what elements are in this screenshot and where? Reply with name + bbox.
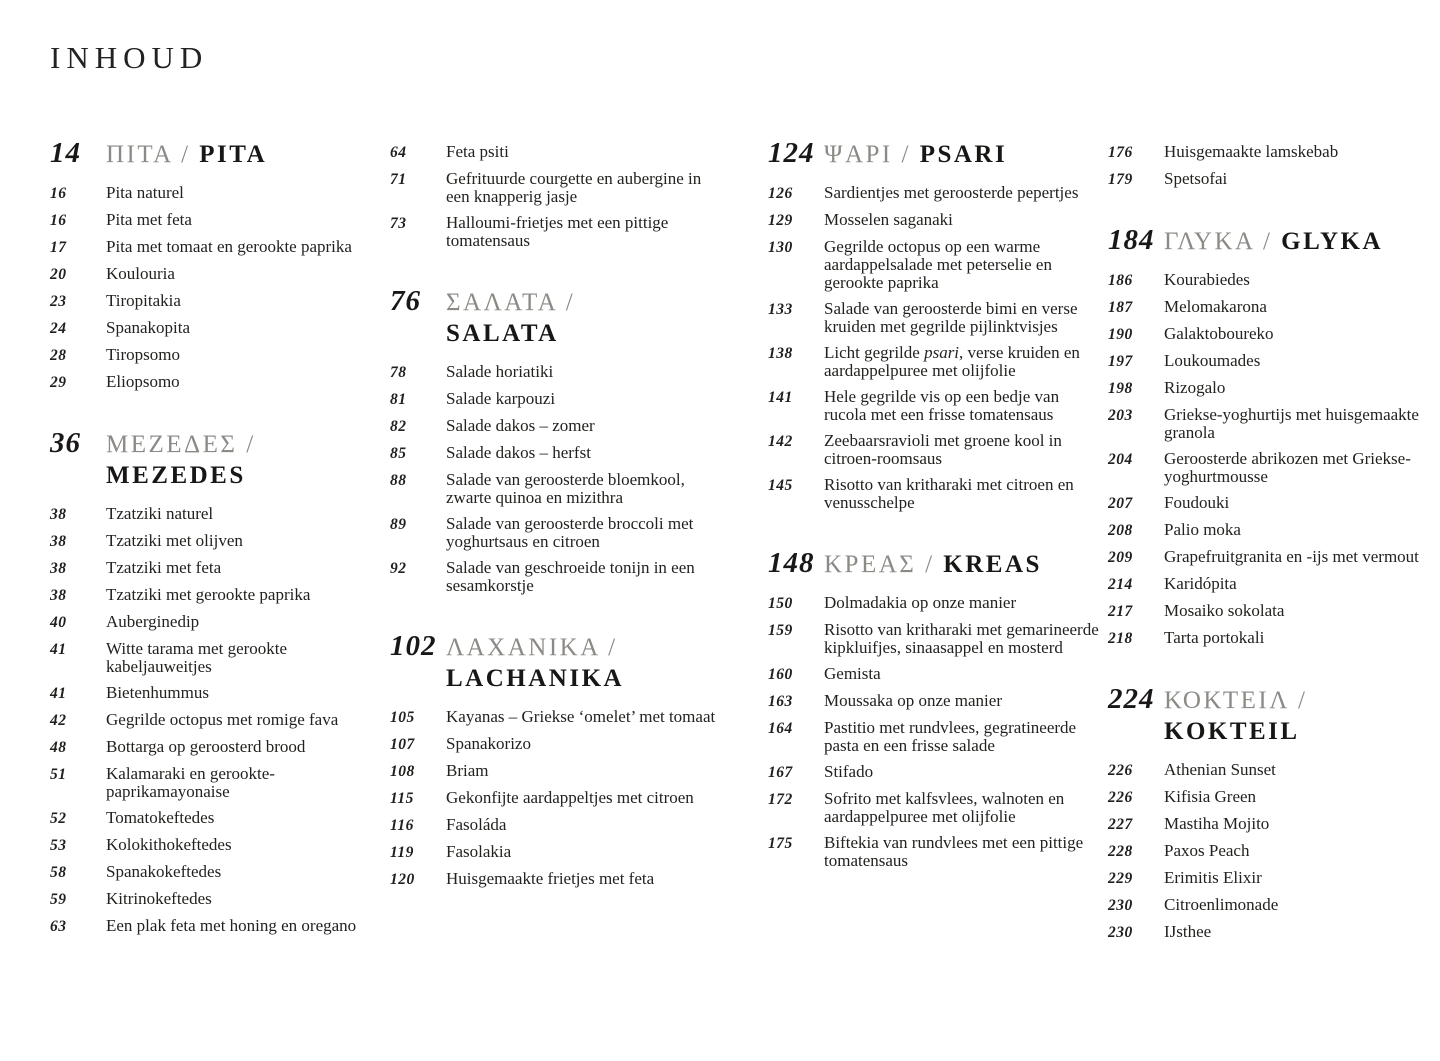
entry-page-number: 203 bbox=[1108, 407, 1133, 424]
section-title-greek: ΚΡΕΑΣ / bbox=[824, 551, 935, 578]
entry-title: Kifisia Green bbox=[1164, 787, 1257, 806]
entry-page-number: 81 bbox=[390, 391, 407, 408]
entry-page-number: 48 bbox=[50, 739, 67, 756]
entry-title: Feta psiti bbox=[446, 142, 509, 161]
toc-entry bbox=[1108, 629, 1440, 648]
entry-title: Fasolakia bbox=[446, 842, 512, 861]
entry-title: Witte tarama met gerookte kabeljauweitjes bbox=[106, 639, 288, 676]
toc-entry bbox=[50, 211, 384, 230]
entry-page-number: 160 bbox=[768, 666, 793, 683]
section-page-number: 224 bbox=[1108, 683, 1155, 715]
entry-page-number: 187 bbox=[1108, 299, 1133, 316]
entry-page-number: 130 bbox=[768, 239, 793, 256]
entry-page-number: 41 bbox=[50, 685, 67, 702]
entry-title: Spanakopita bbox=[106, 318, 191, 337]
toc-entry bbox=[390, 870, 724, 889]
entry-title: Salade horiatiki bbox=[446, 362, 554, 381]
entry-page-number: 38 bbox=[50, 560, 67, 577]
entry-page-number: 230 bbox=[1108, 924, 1133, 941]
section-title-latin: SALATA bbox=[446, 320, 559, 347]
entry-page-number: 29 bbox=[50, 374, 67, 391]
section-page-number: 76 bbox=[390, 285, 421, 317]
toc-entry bbox=[768, 621, 1102, 657]
entry-title: Briam bbox=[446, 761, 489, 780]
entry-title: Huisgemaakte frietjes met feta bbox=[446, 869, 655, 888]
toc-entry bbox=[768, 719, 1102, 755]
toc-entry bbox=[390, 143, 724, 162]
toc-entry bbox=[50, 559, 384, 578]
entry-page-number: 16 bbox=[50, 185, 67, 202]
entry-page-number: 228 bbox=[1108, 843, 1133, 860]
page-title: INHOUD bbox=[50, 40, 209, 75]
entry-title: Eliopsomo bbox=[106, 372, 180, 391]
entry-page-number: 214 bbox=[1108, 576, 1133, 593]
toc-entry bbox=[768, 763, 1102, 782]
entry-title: Pita met feta bbox=[106, 210, 192, 229]
toc-entry bbox=[768, 238, 1102, 292]
entry-title: Stifado bbox=[824, 762, 874, 781]
entry-title: Citroenlimonade bbox=[1164, 895, 1279, 914]
section-page-number: 102 bbox=[390, 630, 437, 662]
entry-title: Rizogalo bbox=[1164, 378, 1226, 397]
entry-page-number: 208 bbox=[1108, 522, 1133, 539]
toc-column-2 bbox=[390, 137, 724, 897]
toc-entry bbox=[1108, 170, 1440, 189]
toc-entry bbox=[50, 586, 384, 605]
toc-entry bbox=[768, 184, 1102, 203]
section-title bbox=[446, 632, 624, 694]
entry-title: Gemista bbox=[824, 664, 881, 683]
entry-title: Spetsofai bbox=[1164, 169, 1228, 188]
toc-entry bbox=[390, 816, 724, 835]
entry-page-number: 119 bbox=[390, 844, 414, 861]
toc-entry bbox=[50, 292, 384, 311]
entry-title: Salade van geroosterde broccoli met yoghurtsaus en citroen bbox=[446, 514, 694, 551]
entry-title: Loukoumades bbox=[1164, 351, 1261, 370]
entry-title: Fasoláda bbox=[446, 815, 507, 834]
entry-title: Kayanas – Griekse ‘omelet’ met tomaat bbox=[446, 707, 716, 726]
toc-entry bbox=[390, 444, 724, 463]
entry-title: Salade van geroosterde bloemkool, zwarte quinoa en mizithra bbox=[446, 470, 685, 507]
entry-title: Koulouria bbox=[106, 264, 175, 283]
toc-entry bbox=[50, 863, 384, 882]
section-heading bbox=[390, 285, 724, 349]
entry-title: Kourabiedes bbox=[1164, 270, 1250, 289]
toc-entry bbox=[1108, 842, 1440, 861]
entry-page-number: 73 bbox=[390, 215, 407, 232]
toc-entry bbox=[768, 834, 1102, 870]
entry-title: Risotto van kritharaki met gemarineerde kipkluifjes, sinaasappel en mosterd bbox=[824, 620, 1099, 657]
toc-entry bbox=[50, 505, 384, 524]
entry-title: Gegrilde octopus met romige fava bbox=[106, 710, 339, 729]
section-heading bbox=[768, 137, 1102, 170]
toc-entry bbox=[768, 344, 1102, 380]
entry-page-number: 108 bbox=[390, 763, 415, 780]
entry-page-number: 58 bbox=[50, 864, 67, 881]
toc-entry bbox=[50, 684, 384, 703]
toc-entry bbox=[390, 515, 724, 551]
entry-title: Gefrituurde courgette en aubergine in een knapperig jasje bbox=[446, 169, 702, 206]
entry-title: Foudouki bbox=[1164, 493, 1230, 512]
section-title-greek: ΓΛΥΚΑ / bbox=[1164, 228, 1273, 255]
section-title-greek: ΜΕΖΕΔΕΣ / bbox=[106, 431, 256, 458]
entry-page-number: 120 bbox=[390, 871, 415, 888]
entry-title: Kalamaraki en gerookte-paprikamayonaise bbox=[106, 764, 275, 801]
entry-page-number: 172 bbox=[768, 791, 793, 808]
toc-entry bbox=[768, 790, 1102, 826]
toc-column-1 bbox=[50, 137, 384, 944]
entry-title: Tarta portokali bbox=[1164, 628, 1265, 647]
entry-title: Halloumi-frietjes met een pittige tomatensaus bbox=[446, 213, 669, 250]
entry-page-number: 167 bbox=[768, 764, 793, 781]
entry-title: Biftekia van rundvlees met een pittige tomatensaus bbox=[824, 833, 1084, 870]
toc-entry bbox=[1108, 379, 1440, 398]
toc-column-4 bbox=[1108, 137, 1440, 950]
entry-title: Kolokithokeftedes bbox=[106, 835, 232, 854]
entry-title: Huisgemaakte lamskebab bbox=[1164, 142, 1339, 161]
section-page-number: 36 bbox=[50, 427, 81, 459]
section-title-latin: KOKTEIL bbox=[1164, 718, 1300, 745]
entry-page-number: 226 bbox=[1108, 789, 1133, 806]
entry-page-number: 40 bbox=[50, 614, 67, 631]
entry-page-number: 217 bbox=[1108, 603, 1133, 620]
toc-entry bbox=[390, 762, 724, 781]
entry-title: Mastiha Mojito bbox=[1164, 814, 1270, 833]
entry-page-number: 16 bbox=[50, 212, 67, 229]
entry-page-number: 85 bbox=[390, 445, 407, 462]
toc-entry bbox=[390, 843, 724, 862]
section-title bbox=[1164, 685, 1307, 747]
toc-entry bbox=[390, 559, 724, 595]
section-page-number: 124 bbox=[768, 137, 815, 169]
section-title bbox=[824, 139, 1007, 170]
section-title-latin: KREAS bbox=[943, 551, 1042, 578]
toc-entry bbox=[1108, 298, 1440, 317]
section-title bbox=[1164, 226, 1383, 257]
entry-page-number: 198 bbox=[1108, 380, 1133, 397]
entry-page-number: 229 bbox=[1108, 870, 1133, 887]
entry-page-number: 176 bbox=[1108, 144, 1133, 161]
entry-page-number: 142 bbox=[768, 433, 793, 450]
entry-title: Tzatziki met olijven bbox=[106, 531, 243, 550]
toc-entry bbox=[1108, 788, 1440, 807]
entry-page-number: 164 bbox=[768, 720, 793, 737]
toc-entry bbox=[50, 765, 384, 801]
entry-page-number: 41 bbox=[50, 641, 67, 658]
entry-page-number: 88 bbox=[390, 472, 407, 489]
toc-entry bbox=[1108, 869, 1440, 888]
section-title bbox=[106, 429, 256, 491]
entry-page-number: 23 bbox=[50, 293, 67, 310]
entry-title: Salade van geschroeide tonijn in een sesamkorstje bbox=[446, 558, 695, 595]
toc-entry bbox=[50, 238, 384, 257]
section-title-greek: ΣΑΛΑΤΑ / bbox=[446, 289, 576, 316]
toc-entry bbox=[1108, 494, 1440, 513]
toc-entry bbox=[768, 300, 1102, 336]
entry-title: Auberginedip bbox=[106, 612, 200, 631]
toc-entry bbox=[768, 594, 1102, 613]
entry-title: Melomakarona bbox=[1164, 297, 1267, 316]
entry-page-number: 126 bbox=[768, 185, 793, 202]
entry-title: Tzatziki met gerookte paprika bbox=[106, 585, 311, 604]
entry-title: Pita met tomaat en gerookte paprika bbox=[106, 237, 352, 256]
section-title-greek: ΛΑΧΑΝΙΚΑ / bbox=[446, 634, 618, 661]
entry-page-number: 89 bbox=[390, 516, 407, 533]
toc-entry bbox=[1108, 325, 1440, 344]
entry-title: Salade van geroosterde bimi en verse kruiden met gegrilde pijlinktvisjes bbox=[824, 299, 1078, 336]
entry-page-number: 53 bbox=[50, 837, 67, 854]
entry-page-number: 218 bbox=[1108, 630, 1133, 647]
entry-page-number: 207 bbox=[1108, 495, 1133, 512]
entry-title: Spanakorizo bbox=[446, 734, 531, 753]
entry-title: Gegrilde octopus op een warme aardappelsalade met peterselie en gerookte paprika bbox=[824, 237, 1052, 292]
toc-entry bbox=[768, 432, 1102, 468]
entry-page-number: 129 bbox=[768, 212, 793, 229]
toc-entry bbox=[1108, 521, 1440, 540]
entry-page-number: 92 bbox=[390, 560, 407, 577]
entry-page-number: 24 bbox=[50, 320, 67, 337]
section-title bbox=[824, 549, 1042, 580]
entry-title: Tomatokeftedes bbox=[106, 808, 215, 827]
entry-title: Bottarga op geroosterd brood bbox=[106, 737, 306, 756]
entry-page-number: 227 bbox=[1108, 816, 1133, 833]
section-title-latin: PITA bbox=[199, 141, 268, 168]
toc-entry bbox=[50, 640, 384, 676]
toc-entry bbox=[1108, 352, 1440, 371]
toc-entry bbox=[390, 708, 724, 727]
entry-page-number: 141 bbox=[768, 389, 793, 406]
section-title-latin: MEZEDES bbox=[106, 462, 246, 489]
entry-title: Moussaka op onze manier bbox=[824, 691, 1002, 710]
entry-page-number: 116 bbox=[390, 817, 414, 834]
entry-title: Bietenhummus bbox=[106, 683, 209, 702]
entry-title: Gekonfijte aardappeltjes met citroen bbox=[446, 788, 694, 807]
entry-page-number: 230 bbox=[1108, 897, 1133, 914]
entry-page-number: 28 bbox=[50, 347, 67, 364]
toc-entry bbox=[1108, 406, 1440, 442]
entry-title: Kitrinokeftedes bbox=[106, 889, 212, 908]
section-title-latin: LACHANIKA bbox=[446, 665, 625, 692]
entry-page-number: 38 bbox=[50, 506, 67, 523]
toc-entry bbox=[50, 184, 384, 203]
entry-title: Sofrito met kalfsvlees, walnoten en aardappelpuree met olijfolie bbox=[824, 789, 1065, 826]
section-title bbox=[106, 139, 267, 170]
toc-entry bbox=[50, 711, 384, 730]
toc-entry bbox=[50, 836, 384, 855]
entry-title: Grapefruitgranita en -ijs met vermout bbox=[1164, 547, 1419, 566]
toc-entry bbox=[50, 346, 384, 365]
entry-page-number: 197 bbox=[1108, 353, 1133, 370]
toc-entry bbox=[50, 373, 384, 392]
entry-page-number: 204 bbox=[1108, 451, 1133, 468]
toc-entry bbox=[50, 613, 384, 632]
toc-entry bbox=[1108, 602, 1440, 621]
entry-title: Geroosterde abrikozen met Griekse-yoghurtmousse bbox=[1164, 449, 1411, 486]
toc-entry bbox=[390, 735, 724, 754]
entry-page-number: 115 bbox=[390, 790, 414, 807]
section-title-greek: ΠΙΤΑ / bbox=[106, 141, 191, 168]
section-title-greek: ΚΟΚΤΕΙΛ / bbox=[1164, 687, 1308, 714]
entry-title: Tzatziki naturel bbox=[106, 504, 214, 523]
toc-entry bbox=[1108, 575, 1440, 594]
section-title-latin: GLYKA bbox=[1281, 228, 1384, 255]
entry-page-number: 78 bbox=[390, 364, 407, 381]
entry-page-number: 145 bbox=[768, 477, 793, 494]
entry-title: Sardientjes met geroosterde pepertjes bbox=[824, 183, 1079, 202]
section-heading bbox=[390, 630, 724, 694]
entry-title: Een plak feta met honing en oregano bbox=[106, 916, 357, 935]
toc-entry bbox=[50, 319, 384, 338]
entry-title: Salade dakos – zomer bbox=[446, 416, 595, 435]
toc-entry bbox=[390, 471, 724, 507]
toc-entry bbox=[390, 363, 724, 382]
entry-title: Palio moka bbox=[1164, 520, 1241, 539]
toc-entry bbox=[390, 390, 724, 409]
entry-page-number: 133 bbox=[768, 301, 793, 318]
entry-page-number: 64 bbox=[390, 144, 407, 161]
entry-page-number: 42 bbox=[50, 712, 67, 729]
toc-entry bbox=[1108, 450, 1440, 486]
entry-title: Salade dakos – herfst bbox=[446, 443, 591, 462]
entry-page-number: 17 bbox=[50, 239, 67, 256]
toc-entry bbox=[1108, 761, 1440, 780]
entry-page-number: 175 bbox=[768, 835, 793, 852]
entry-title: Griekse-yoghurtijs met huisgemaakte granola bbox=[1164, 405, 1419, 442]
section-page-number: 184 bbox=[1108, 224, 1155, 256]
entry-title: Athenian Sunset bbox=[1164, 760, 1276, 779]
entry-title: Pita naturel bbox=[106, 183, 184, 202]
entry-title: Risotto van kritharaki met citroen en venusschelpe bbox=[824, 475, 1074, 512]
toc-entry bbox=[390, 417, 724, 436]
toc-entry bbox=[768, 692, 1102, 711]
entry-title: IJsthee bbox=[1164, 922, 1212, 941]
entry-page-number: 209 bbox=[1108, 549, 1133, 566]
toc-entry bbox=[390, 214, 724, 250]
entry-title: Galaktoboureko bbox=[1164, 324, 1274, 343]
entry-title: Tiropsomo bbox=[106, 345, 181, 364]
section-heading bbox=[768, 547, 1102, 580]
toc-entry bbox=[1108, 548, 1440, 567]
section-heading bbox=[50, 427, 384, 491]
section-title bbox=[446, 287, 575, 349]
toc-entry bbox=[1108, 896, 1440, 915]
entry-page-number: 190 bbox=[1108, 326, 1133, 343]
entry-page-number: 138 bbox=[768, 345, 793, 362]
toc-entry bbox=[1108, 271, 1440, 290]
toc-entry bbox=[50, 890, 384, 909]
entry-title: Spanakokeftedes bbox=[106, 862, 222, 881]
entry-title: Mosaiko sokolata bbox=[1164, 601, 1285, 620]
entry-title: Paxos Peach bbox=[1164, 841, 1250, 860]
toc-entry bbox=[390, 789, 724, 808]
entry-page-number: 186 bbox=[1108, 272, 1133, 289]
toc-entry bbox=[768, 211, 1102, 230]
entry-page-number: 159 bbox=[768, 622, 793, 639]
entry-page-number: 82 bbox=[390, 418, 407, 435]
entry-title: Hele gegrilde vis op een bedje van rucola met een frisse tomatensaus bbox=[824, 387, 1060, 424]
entry-page-number: 226 bbox=[1108, 762, 1133, 779]
toc-entry bbox=[50, 809, 384, 828]
entry-title: Karidópita bbox=[1164, 574, 1237, 593]
toc-entry bbox=[50, 738, 384, 757]
toc-entry bbox=[50, 265, 384, 284]
toc-entry bbox=[768, 665, 1102, 684]
entry-page-number: 38 bbox=[50, 533, 67, 550]
entry-page-number: 52 bbox=[50, 810, 67, 827]
section-page-number: 148 bbox=[768, 547, 815, 579]
entry-title: Mosselen saganaki bbox=[824, 210, 953, 229]
section-heading bbox=[1108, 683, 1440, 747]
section-heading bbox=[50, 137, 384, 170]
entry-title: Tzatziki met feta bbox=[106, 558, 222, 577]
toc-entry bbox=[768, 388, 1102, 424]
toc-entry bbox=[768, 476, 1102, 512]
entry-title: Dolmadakia op onze manier bbox=[824, 593, 1017, 612]
section-heading bbox=[1108, 224, 1440, 257]
entry-page-number: 105 bbox=[390, 709, 415, 726]
toc-entry bbox=[1108, 815, 1440, 834]
entry-title: Pastitio met rundvlees, gegratineerde pasta en een frisse salade bbox=[824, 718, 1077, 755]
toc-column-3 bbox=[768, 137, 1102, 878]
entry-page-number: 51 bbox=[50, 766, 67, 783]
toc-entry bbox=[1108, 923, 1440, 942]
entry-page-number: 71 bbox=[390, 171, 407, 188]
entry-title: Erimitis Elixir bbox=[1164, 868, 1262, 887]
entry-page-number: 20 bbox=[50, 266, 67, 283]
section-title-greek: ΨΑΡΙ / bbox=[824, 141, 911, 168]
entry-title: Zeebaarsravioli met groene kool in citroen-roomsaus bbox=[824, 431, 1062, 468]
toc-entry bbox=[50, 532, 384, 551]
toc-entry bbox=[390, 170, 724, 206]
entry-page-number: 63 bbox=[50, 918, 67, 935]
section-title-latin: PSARI bbox=[919, 141, 1008, 168]
toc-entry bbox=[50, 917, 384, 936]
section-page-number: 14 bbox=[50, 137, 81, 169]
entry-page-number: 38 bbox=[50, 587, 67, 604]
entry-page-number: 163 bbox=[768, 693, 793, 710]
entry-page-number: 150 bbox=[768, 595, 793, 612]
entry-page-number: 59 bbox=[50, 891, 67, 908]
entry-page-number: 107 bbox=[390, 736, 415, 753]
entry-title: Tiropitakia bbox=[106, 291, 181, 310]
entry-title: Salade karpouzi bbox=[446, 389, 556, 408]
entry-title: Licht gegrilde psari, verse kruiden en aardappelpuree met olijfolie bbox=[824, 343, 1080, 380]
entry-page-number: 179 bbox=[1108, 171, 1133, 188]
toc-entry bbox=[1108, 143, 1440, 162]
